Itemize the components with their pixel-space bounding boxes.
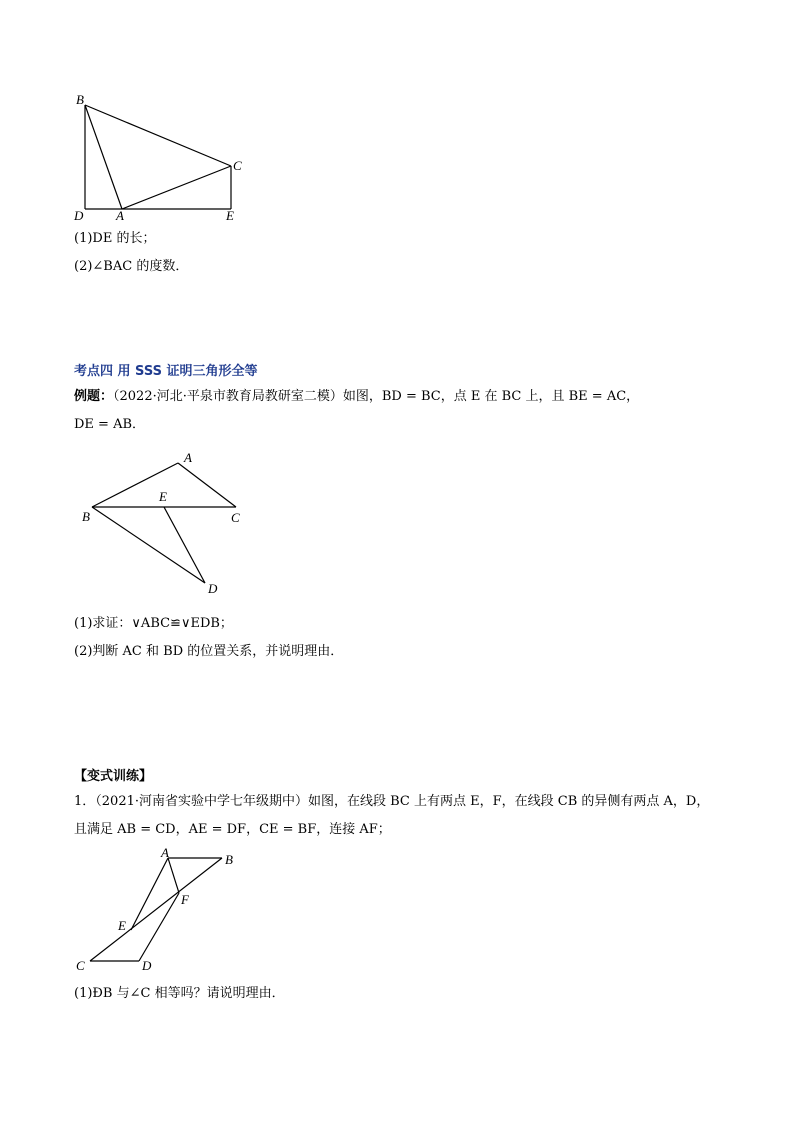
figure-2-diagram [78,450,258,600]
label-D: D [74,208,84,223]
label-B: B [76,92,84,107]
segment-BC [90,858,222,961]
example-part1: (1)求证：∨ABC≌∨EDB； [74,616,233,631]
variation-title: 【变式训练】 [74,769,153,784]
figure-3-diagram [72,845,252,975]
variation-line-1: 1．（2021·河南省实验中学七年级期中）如图，在线段 BC 上有两点 E，F，在线段 CB 的异侧有两点 A，D， [74,794,710,809]
label-C: C [231,510,240,525]
example-label: 例题： [74,389,114,404]
segment-AC [178,463,236,507]
label-A: A [116,208,124,223]
example-line-1 [74,388,639,406]
q1-part1: (1)DE 的长； [74,231,156,246]
label-C: C [76,958,85,973]
segment-BA [85,105,122,209]
label-A: A [161,845,169,860]
segment-BD [92,507,205,583]
segment-BC [85,105,231,166]
label-F: F [181,892,189,907]
label-B: B [225,852,233,867]
variation-line-2: 且满足 AB = CD，AE = DF，CE = BF，连接 AF； [74,822,391,837]
label-B: B [82,509,90,524]
label-E: E [159,489,167,504]
figure-1-diagram [70,90,260,225]
example-line-2: DE = AB． [74,417,146,432]
q1-part2: (2)∠BAC 的度数． [74,259,189,274]
label-D: D [142,958,152,973]
segment-ED [164,507,205,583]
label-D: D [208,581,218,596]
label-C: C [233,158,242,173]
label-E: E [226,208,234,223]
example-part2: (2)判断 AC 和 BD 的位置关系，并说明理由． [74,644,344,659]
segment-AF [168,858,179,893]
segment-AC [122,166,231,209]
label-E: E [118,918,126,933]
section-title: 考点四 用 SSS 证明三角形全等 [74,364,258,379]
label-A: A [184,450,192,465]
variation-part1: (1)ÐB 与∠C 相等吗？请说明理由． [74,986,285,1001]
example-text: （2022·河北·平泉市教育局教研室二模）如图，BD = BC，点 E 在 BC 上，且 BE = AC， [113,389,640,404]
segment-AE [131,858,168,930]
